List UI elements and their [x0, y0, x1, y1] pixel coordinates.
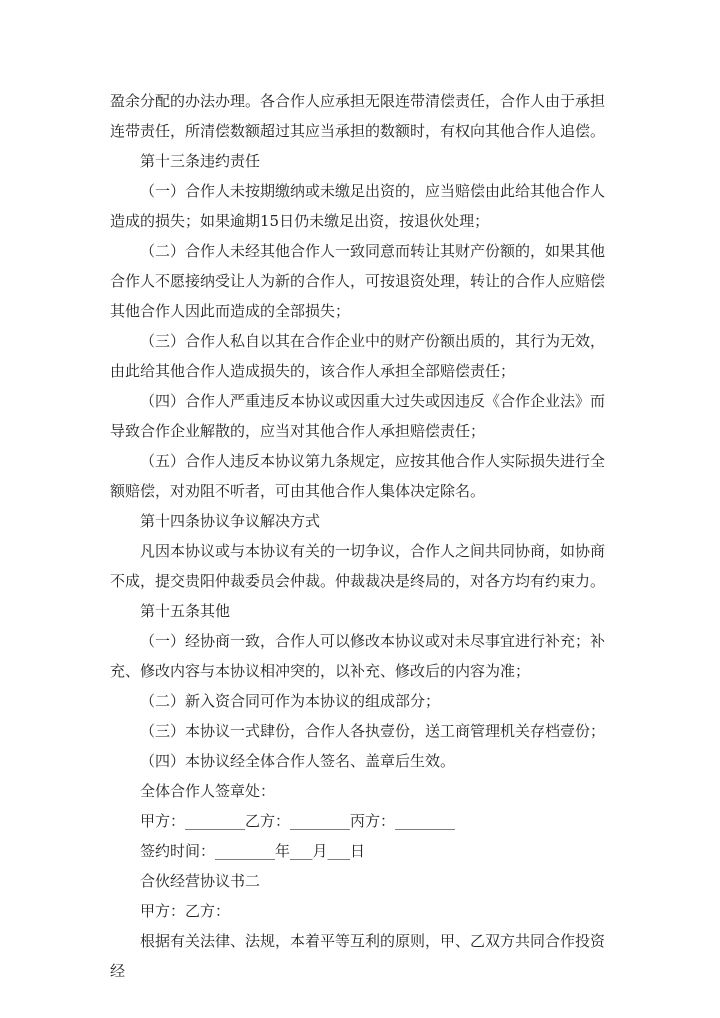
signature-label: 全体合作人签章处： [140, 782, 276, 800]
second-agreement-title: 合伙经营协议书二 [140, 872, 261, 890]
clause-15-1: （一）经协商一致，合作人可以修改本协议或对未尽事宜进行补充；补充、修改内容与本协议相冲突的，以补充、修改后的内容为准； [110, 632, 606, 680]
clause-15-2: （二）新入资合同可作为本协议的组成部分； [140, 692, 441, 710]
heading-article-14: 第十四条协议争议解决方式 [140, 512, 321, 530]
document-body [110, 86, 615, 986]
clause-15-3: （三）本协议一式肆份，合作人各执壹份，送工商管理机关存档壹份； [140, 722, 606, 740]
clause-13-3: （三）合作人私自以其在合作企业中的财产份额出质的，其行为无效，由此给其他合作人造成损失的，该合作人承担全部赔偿责任； [110, 332, 606, 380]
clause-13-4: （四）合作人严重违反本协议或因重大过失或因违反《合作企业法》而导致合作企业解散的，应当对其他合作人承担赔偿责任； [110, 392, 606, 440]
paragraph-liability-cont: 盈余分配的办法办理。各合作人应承担无限连带清偿责任，合作人由于承担连带责任，所清偿数额超过其应当承担的数额时，有权向其他合作人追偿。 [110, 92, 606, 140]
preamble-paragraph: 根据有关法律、法规，本着平等互利的原则，甲、乙双方共同合作投资经 [110, 932, 606, 980]
clause-14-text: 凡因本协议或与本协议有关的一切争议，合作人之间共同协商，如协商不成，提交贵阳仲裁委员会仲裁。仲裁裁决是终局的，对各方均有约束力。 [110, 542, 606, 590]
clause-13-1: （一）合作人未按期缴纳或未缴足出资的，应当赔偿由此给其他合作人造成的损失；如果逾期15日仍未缴足出资，按退伙处理； [110, 182, 606, 230]
clause-13-2: （二）合作人未经其他合作人一致同意而转让其财产份额的，如果其他合作人不愿接纳受让人为新的合作人，可按退资处理，转让的合作人应赔偿其他合作人因此而造成的全部损失； [110, 242, 606, 320]
clause-13-5: （五）合作人违反本协议第九条规定，应按其他合作人实际损失进行全额赔偿，对劝阻不听者，可由其他合作人集体决定除名。 [110, 452, 606, 500]
clause-15-4: （四）本协议经全体合作人签名、盖章后生效。 [140, 752, 456, 770]
heading-article-13: 第十三条违约责任 [140, 152, 261, 170]
signing-date-line: 签约时间：________年___月___日 [140, 842, 366, 860]
signature-parties-line: 甲方：________乙方：________丙方：________ [140, 812, 456, 830]
heading-article-15: 第十五条其他 [140, 602, 231, 620]
parties-line: 甲方：乙方： [140, 902, 231, 920]
